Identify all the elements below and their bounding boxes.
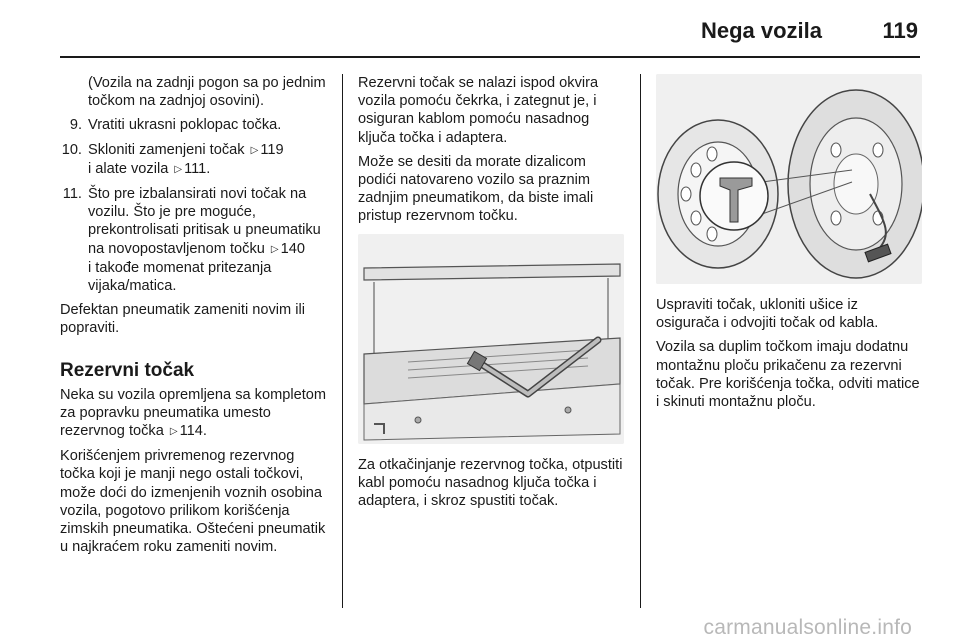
paragraph-text: Neka su vozila opremljena sa kompletom za popravku pneumatika umesto rezervnog točka xyxy=(60,386,327,440)
header-rule xyxy=(60,56,920,58)
column-3 xyxy=(656,74,924,417)
punctuation: . xyxy=(202,423,207,440)
figure-caption: Za otkačinjanje rezervnog točka, otpustiti kabl pomoću nasadnog ključa točka i adaptera, i skroz spustiti točak. xyxy=(358,456,623,510)
column-divider xyxy=(640,74,641,608)
column-divider xyxy=(342,74,343,608)
step-item xyxy=(60,116,328,134)
step-item xyxy=(60,141,328,179)
page-number: 119 xyxy=(882,18,918,43)
footer xyxy=(640,612,960,642)
column-2 xyxy=(358,74,626,516)
step-text: Što pre izbalansirati novi točak na vozilu. Što je pre moguće, prekontrolisati pritisak u pneumatiku na novopostavljenom točku xyxy=(88,186,321,257)
paragraph: Može se desiti da morate dizalicom podići natovareno vozilo sa praznim zadnjim pneumatikom, da biste imali pristup rezervnom točku. xyxy=(358,153,594,225)
step-text: i takođe momenat pritezanja vijaka/matica. xyxy=(88,259,272,295)
step-text: Vratiti ukrasni poklopac točka. xyxy=(88,117,282,134)
page-ref-link[interactable]: ▷ 119 xyxy=(249,142,284,158)
column-1 xyxy=(60,74,328,562)
paragraph: Korišćenjem privremenog rezervnog točka koji je manji nego ostali točkovi, može doći do izmenjenih voznih osobina vozila, pogotovo prilikom korišćenja zimskih pneumatika. Oštećeni pneumatik u najkraćem roku zameniti novim. xyxy=(60,448,326,556)
spare-wheel-illustration xyxy=(656,74,922,284)
section-heading: Rezervni točak xyxy=(60,359,195,381)
step-number: 11. xyxy=(62,186,82,203)
defect-text: Defektan pneumatik zameniti novim ili popraviti. xyxy=(60,302,305,337)
step-number: 9. xyxy=(69,117,82,134)
page-ref-link[interactable]: ▷ 111 xyxy=(172,161,206,177)
step-list xyxy=(60,116,328,295)
step-item xyxy=(60,185,328,295)
paragraph: Rezervni točak se nalazi ispod okvira vozila pomoću čekrka, i zategnut je, i osiguran kablom pomoću nasadnog ključa točka i adaptera. xyxy=(358,75,599,146)
step-text: Skloniti zamenjeni točak xyxy=(88,141,245,158)
spare-wheel-cable-figure xyxy=(358,234,624,444)
page-ref-link[interactable]: ▷ 114 xyxy=(168,423,203,439)
paragraph: Uspraviti točak, ukloniti ušice iz osigurača i odvojiti točak od kabla. xyxy=(656,297,879,332)
continued-text: (Vozila na zadnji pogon sa po jednim točkom na zadnjoj osovini). xyxy=(88,75,326,110)
watermark-text: carmanualsonline.info xyxy=(703,616,912,639)
vehicle-underbody-illustration xyxy=(358,234,624,444)
step-text: i alate vozila xyxy=(88,160,169,177)
spare-wheel-figure xyxy=(656,74,922,284)
paragraph xyxy=(60,386,328,442)
punctuation: . xyxy=(206,160,211,177)
section-title: Nega vozila xyxy=(700,18,822,43)
paragraph: Vozila sa duplim točkom imaju dodatnu montažnu ploču prikačenu za rezervni točak. Pre korišćenja točka, odviti matice i skinuti montažnu ploču. xyxy=(656,339,920,411)
page-header xyxy=(0,0,960,58)
page-ref-link[interactable]: ▷ 140 xyxy=(269,241,305,257)
step-number: 10. xyxy=(61,141,82,158)
